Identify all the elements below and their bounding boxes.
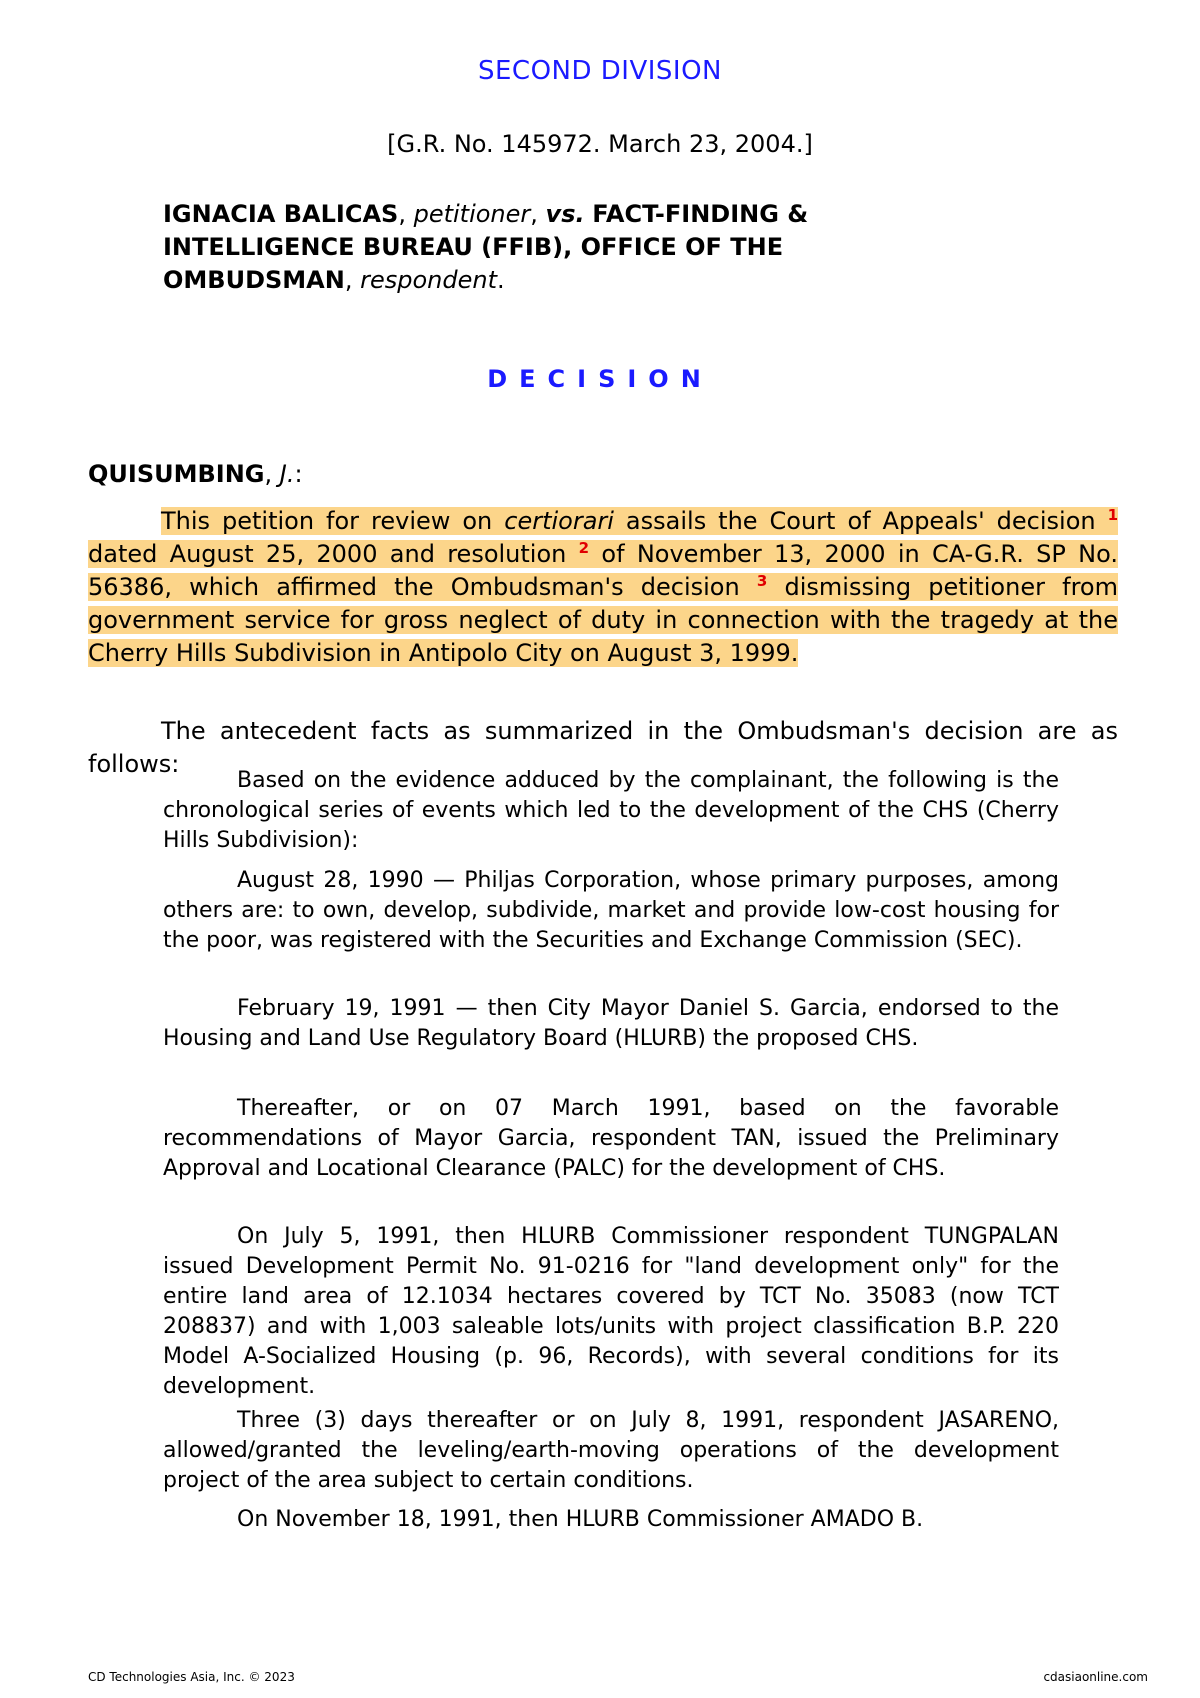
ponente-line: QUISUMBING, J.: xyxy=(88,460,303,488)
quote-paragraph xyxy=(163,766,1059,856)
petitioner-role: petitioner xyxy=(413,200,531,228)
quote-paragraph xyxy=(163,866,1059,956)
respondent-name: FACT-FINDING & INTELLIGENCE BUREAU (FFIB), OFFICE OF THE OMBUDSMAN xyxy=(163,200,809,294)
highlight xyxy=(88,507,1118,667)
quote-text: On November 18, 1991, then HLURB Commissioner AMADO B. xyxy=(237,1507,924,1532)
highlighted-paragraph xyxy=(88,505,1118,670)
respondent-role: respondent xyxy=(360,266,497,294)
quote-paragraph xyxy=(163,1406,1059,1496)
para1-text-a: This petition for review on xyxy=(161,507,493,535)
quote-paragraph xyxy=(163,1094,1059,1184)
division-heading: SECOND DIVISION xyxy=(477,56,722,86)
para2-text: The antecedent facts as summarized in the Ombudsman's decision are as follows: xyxy=(88,717,1118,778)
case-number: [G.R. No. 145972. March 23, 2004.] xyxy=(387,130,813,158)
quote-text: Based on the evidence adduced by the complainant, the following is the chronological series of events which led to the development of the CHS (Cherry Hills Subdivision): xyxy=(163,768,1059,853)
footnote-3-link[interactable]: 3 xyxy=(756,572,768,590)
quote-paragraph xyxy=(163,1505,1059,1535)
quote-text: Thereafter, or on 07 March 1991, based on the favorable recommendations of Mayor Garcia, respondent TAN, issued the Preliminary Approval and Locational Clearance (PALC) for the development of CHS. xyxy=(163,1096,1059,1181)
para1-text-b: assails the Court of Appeals' decision xyxy=(613,507,1108,535)
quote-paragraph xyxy=(163,994,1059,1054)
petitioner-name: IGNACIA BALICAS xyxy=(163,200,399,228)
footer-site[interactable]: cdasiaonline.com xyxy=(1043,1670,1148,1684)
para1-text-d: of November 13, 2000 in CA-G.R. SP No. 56386, which affirmed the Ombudsman's decision xyxy=(88,540,1119,601)
decision-heading: DECISION xyxy=(487,365,713,393)
quote-text: February 19, 1991 — then City Mayor Daniel S. Garcia, endorsed to the Housing and Land Use Regulatory Board (HLURB) the proposed CHS. xyxy=(163,996,1059,1051)
footnote-1-link[interactable]: 1 xyxy=(1107,506,1118,524)
case-caption: IGNACIA BALICAS, petitioner, vs. FACT-FINDING & INTELLIGENCE BUREAU (FFIB), OFFICE OF THE OMBUDSMAN, respondent. xyxy=(163,200,809,294)
quote-paragraph xyxy=(163,1222,1059,1402)
footnote-2-link[interactable]: 2 xyxy=(578,539,590,557)
ponente-name: QUISUMBING xyxy=(88,460,265,488)
para1-italic: certiorari xyxy=(504,507,614,535)
quote-text: On July 5, 1991, then HLURB Commissioner respondent TUNGPALAN issued Development Permit No. 91-0216 for "land development only" for the entire land area of 12.1034 hectares covered by TCT No. 35083 (now TCT 208837) and with 1,003 saleable lots/units with project classification B.P. 220 Model A-Socialized Housing (p. 96, Records), with several conditions for its development. xyxy=(163,1224,1059,1399)
para1-text-c: dated August 25, 2000 and resolution xyxy=(88,540,579,568)
quote-text: August 28, 1990 — Philjas Corporation, whose primary purposes, among others are: to own, develop, subdivide, market and provide low-cost housing for the poor, was registered with the Securities and Exchange Commission (SEC). xyxy=(163,868,1059,953)
para1-text-e: dismissing petitioner from government service for gross neglect of duty in connection with the tragedy at the Cherry Hills Subdivision in Antipolo City on August 3, 1999. xyxy=(88,573,1118,667)
quote-text: Three (3) days thereafter or on July 8, 1991, respondent JASARENO, allowed/granted the leveling/earth-moving operations of the development project of the area subject to certain conditions. xyxy=(163,1408,1059,1493)
ponente-title: J. xyxy=(279,460,295,488)
versus-text: vs. xyxy=(545,200,585,228)
footer-copyright: CD Technologies Asia, Inc. © 2023 xyxy=(88,1670,295,1684)
